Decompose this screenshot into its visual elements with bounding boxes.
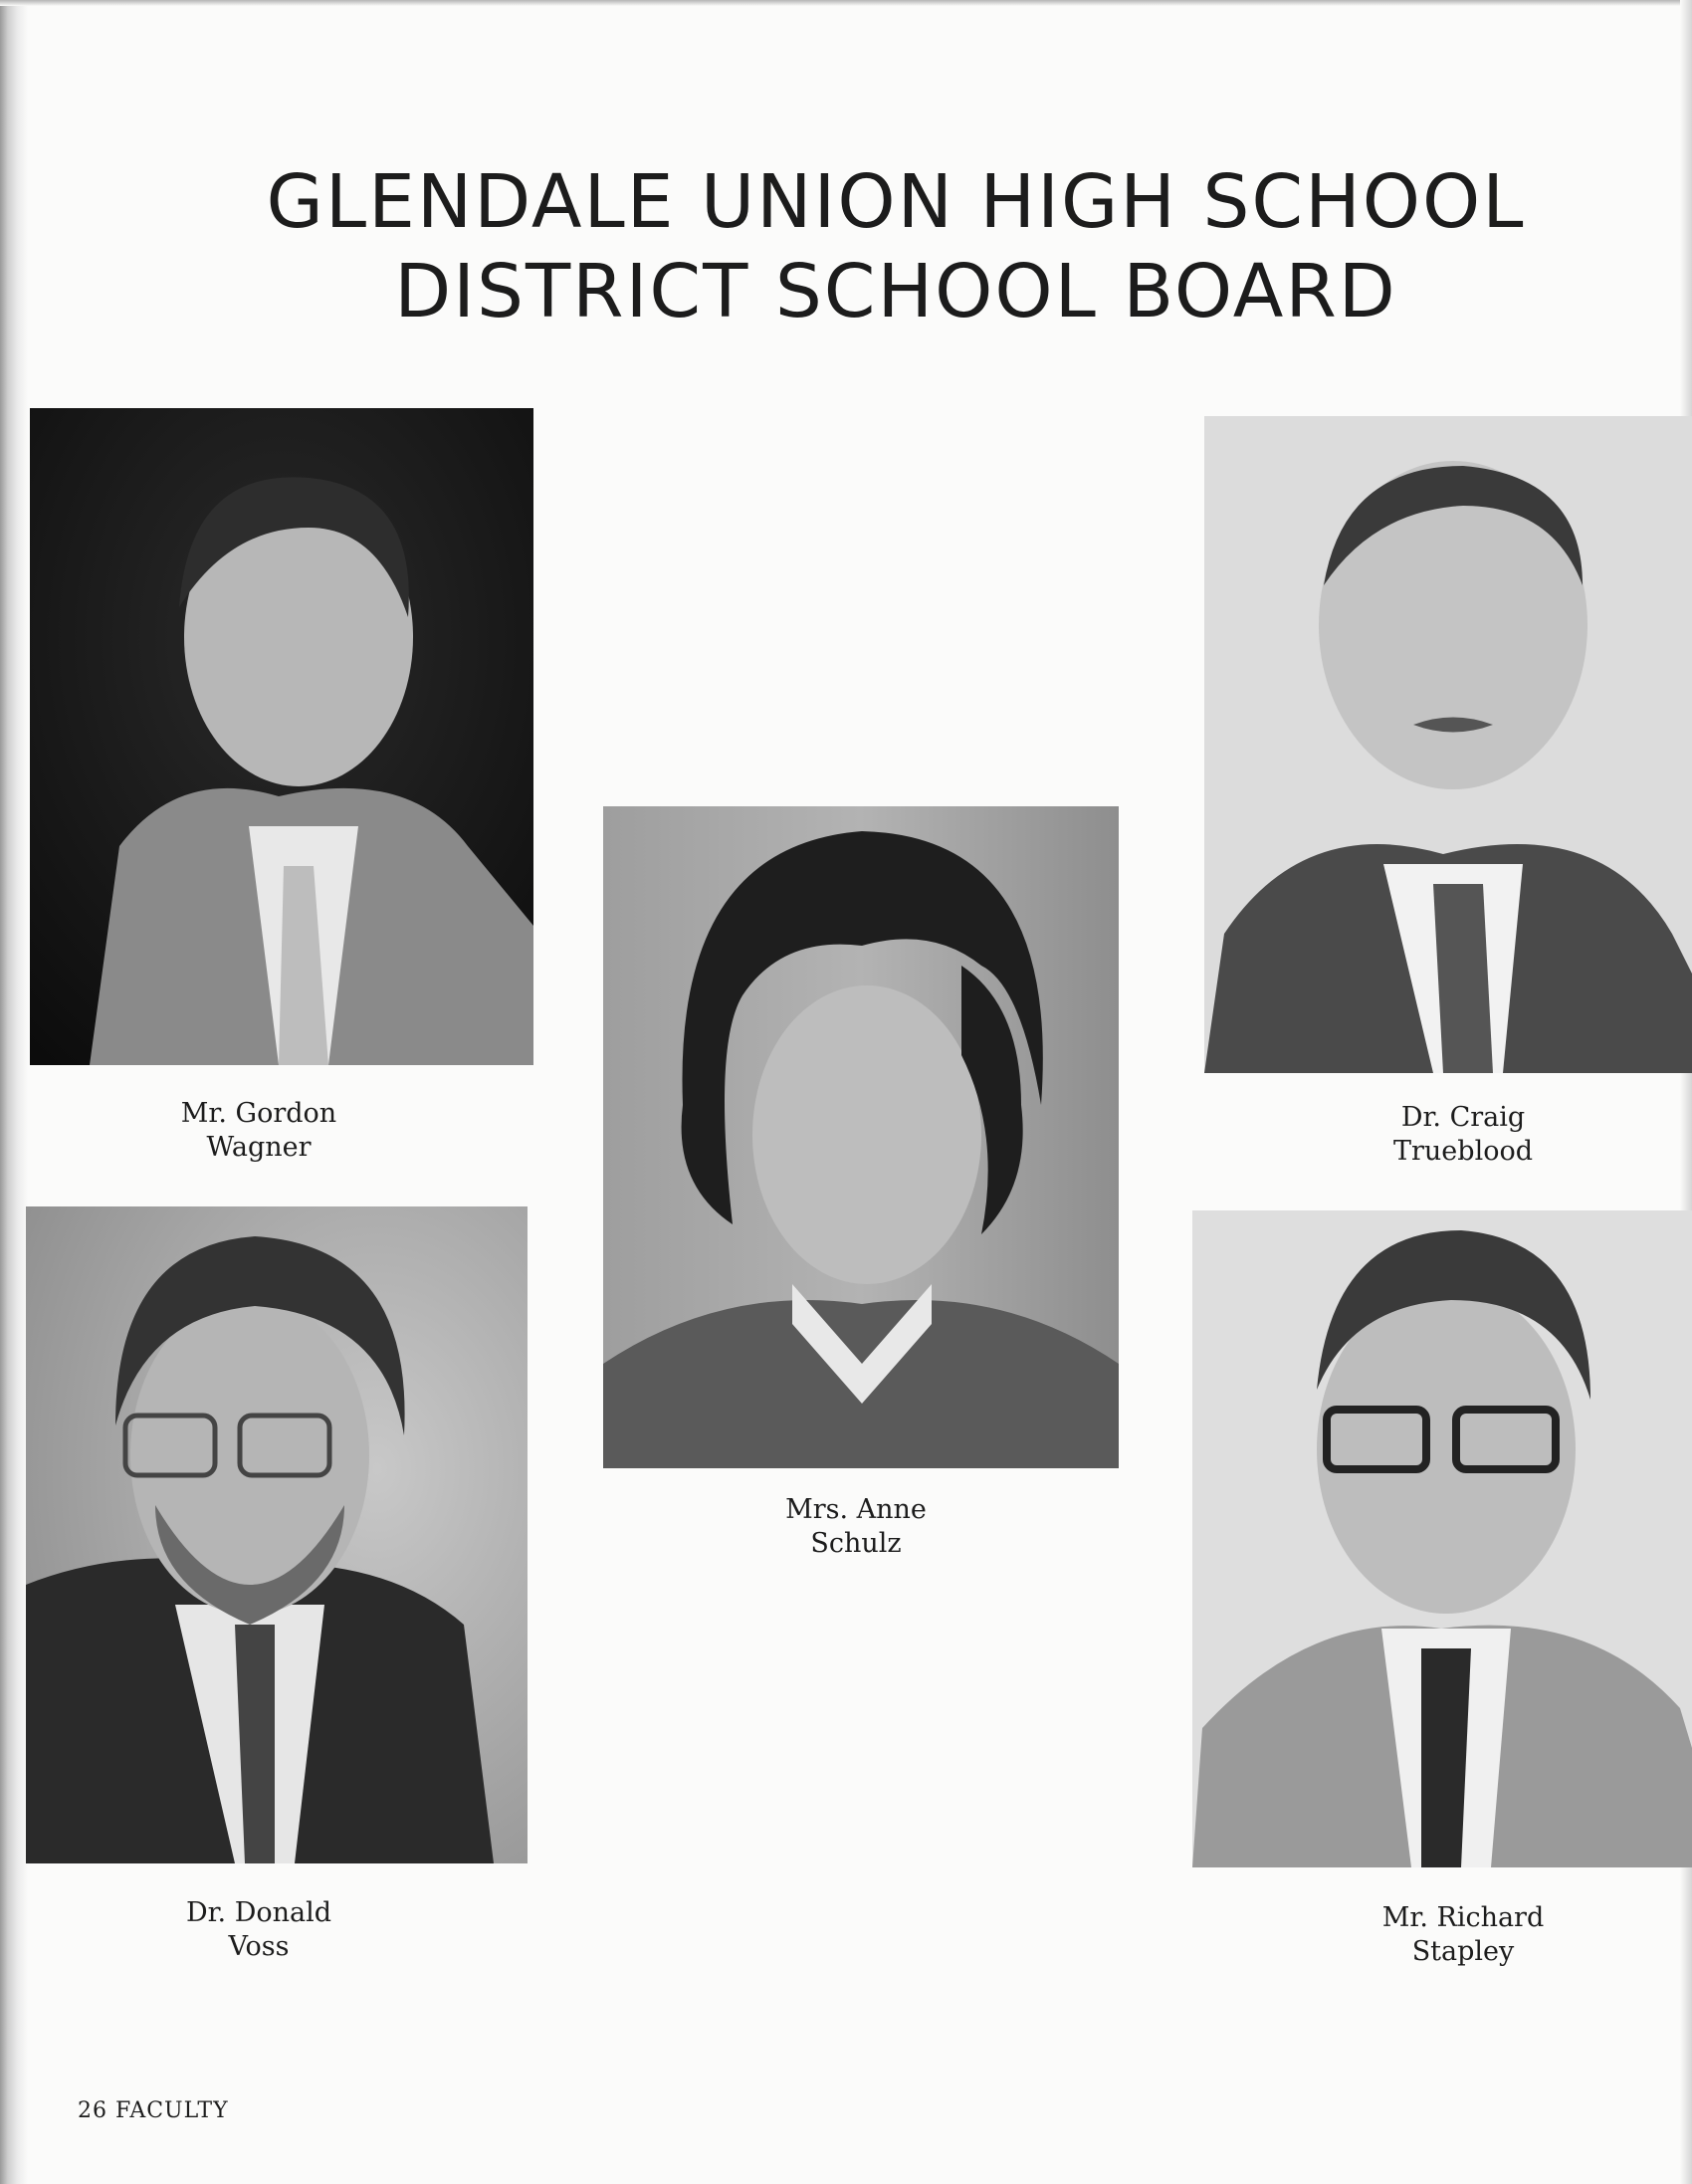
member-name-first: Mr. Richard xyxy=(1381,1902,1545,1933)
member-name-last: Stapley xyxy=(1411,1936,1515,1967)
caption-schulz xyxy=(737,1493,975,1561)
portrait-photo-schulz xyxy=(603,806,1119,1468)
title-line-2: DISTRICT SCHOOL BOARD xyxy=(394,249,1397,334)
member-name-first: Dr. Craig xyxy=(1400,1102,1526,1133)
portrait-photo-trueblood xyxy=(1204,416,1692,1073)
page-footer: 26 FACULTY xyxy=(78,2098,229,2123)
title-line-1: GLENDALE UNION HIGH SCHOOL xyxy=(266,159,1526,245)
caption-trueblood xyxy=(1344,1101,1583,1169)
page-spine-shadow xyxy=(0,0,28,2184)
member-name-last: Wagner xyxy=(206,1132,312,1163)
portrait-photo-wagner xyxy=(30,408,533,1065)
caption-voss xyxy=(149,1896,368,1964)
portrait-photo-stapley xyxy=(1192,1210,1692,1867)
member-name-last: Voss xyxy=(228,1931,290,1962)
member-name-last: Trueblood xyxy=(1393,1136,1533,1167)
portrait-photo-voss xyxy=(26,1206,528,1863)
page-title xyxy=(179,157,1612,336)
member-name-first: Mr. Gordon xyxy=(180,1098,337,1129)
caption-stapley xyxy=(1344,1901,1583,1969)
member-name-first: Dr. Donald xyxy=(185,1897,332,1928)
caption-wagner xyxy=(149,1097,368,1165)
page-top-edge xyxy=(0,0,1692,6)
member-name-first: Mrs. Anne xyxy=(785,1494,927,1525)
member-name-last: Schulz xyxy=(810,1528,902,1559)
